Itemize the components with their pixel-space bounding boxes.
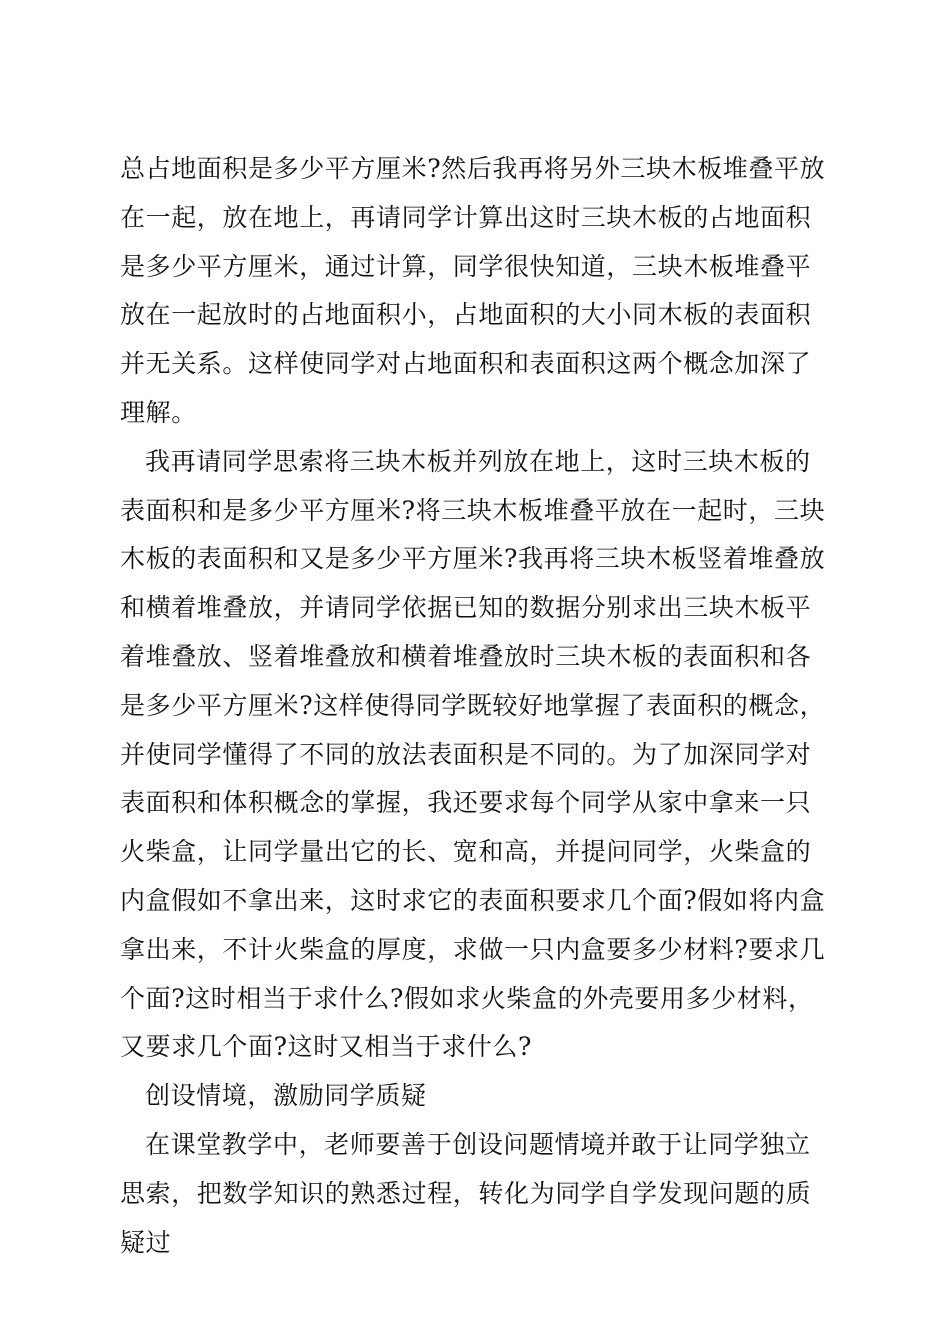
section-heading: 创设情境，激励同学质疑 xyxy=(145,1081,427,1111)
paragraph: 我再请同学思索将三块木板并列放在地上，这时三块木板的表面积和是多少平方厘米?将三块木板堆叠平放在一起时，三块木板的表面积和又是多少平方厘米?我再将三块木板竖着堆叠放和横着堆叠放，并请同学依据已知的数据分别求出三块木板平着堆叠放、竖着堆叠放和横着堆叠放时三块木板的表面积和各是多少平方厘米?这样使得同学既较好地掌握了表面积的概念，并使同学懂得了不同的放法表面积是不同的。为了加深同学对表面积和体积概念的掌握，我还要求每个同学从家中拿来一只火柴盒，让同学量出它的长、宽和高，并提问同学，火柴盒的内盒假如不拿出来，这时求它的表面积要求几个面?假如将内盒拿出来，不计火柴盒的厚度，求做一只内盒要多少材料?要求几个面?这时相当于求什么?假如求火柴盒的外壳要用多少材料，又要求几个面?这时又相当于求什么? xyxy=(120,446,826,1062)
paragraph-continued: 总占地面积是多少平方厘米?然后我再将另外三块木板堆叠平放在一起，放在地上，再请同学计算出这时三块木板的占地面积是多少平方厘米，通过计算，同学很快知道，三块木板堆叠平放在一起放时的占地面积小，占地面积的大小同木板的表面积并无关系。这样使同学对占地面积和表面积这两个概念加深了理解。 xyxy=(120,154,826,427)
document-body xyxy=(120,145,835,1267)
paragraph-final: 在课堂教学中，老师要善于创设问题情境并敢于让同学独立思索，把数学知识的熟悉过程，转化为同学自学发现问题的质疑过 xyxy=(120,1129,812,1257)
